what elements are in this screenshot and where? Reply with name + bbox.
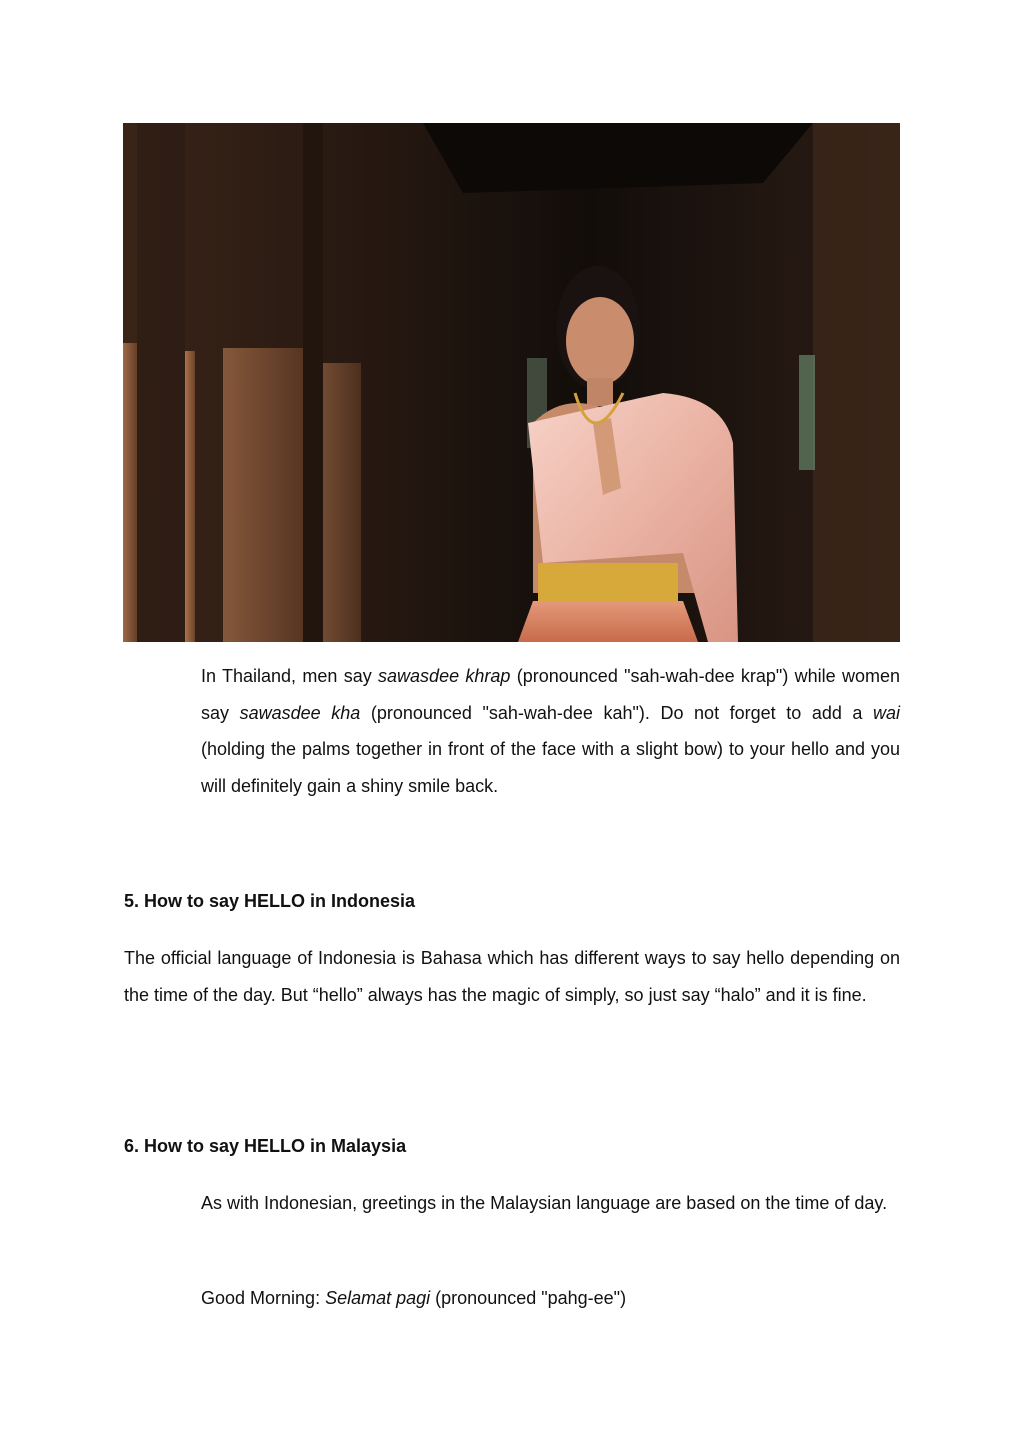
selamat-pagi-phrase: Selamat pagi (325, 1288, 431, 1308)
good-morning-label: Good Morning: (201, 1288, 326, 1308)
good-morning-pronunciation: (pronounced "pahg-ee") (430, 1288, 627, 1308)
thai-greeting-photo (123, 123, 900, 642)
thailand-text-1: In Thailand, men say (201, 666, 379, 686)
malaysia-heading: 6. How to say HELLO in Malaysia (124, 1136, 407, 1156)
wai-term: wai (873, 702, 901, 723)
thailand-text-4: (holding the palms together in front of the face with a slight bow) to your hello and you will definitely gain a shiny smile back. (201, 739, 900, 796)
malaysia-intro-paragraph: As with Indonesian, greetings in the Malaysian language are based on the time of day. (201, 1193, 888, 1213)
sawasdee-khrap-phrase: sawasdee khrap (378, 666, 511, 686)
thailand-paragraph (201, 658, 900, 804)
good-morning-line (201, 1280, 900, 1317)
thailand-text-3: (pronounced "sah-wah-dee kah"). Do not forget to add a (360, 702, 873, 723)
sawasdee-kha-phrase: sawasdee kha (239, 702, 361, 723)
indonesia-paragraph: The official language of Indonesia is Bahasa which has different ways to say hello depending on the time of the day. But “hello” always has the magic of simply, so just say “halo” and it is fine. (124, 948, 900, 1005)
indonesia-heading: 5. How to say HELLO in Indonesia (124, 891, 416, 911)
thailand-text-2: (pronounced "sah-wah-dee krap") while women say (201, 666, 900, 723)
